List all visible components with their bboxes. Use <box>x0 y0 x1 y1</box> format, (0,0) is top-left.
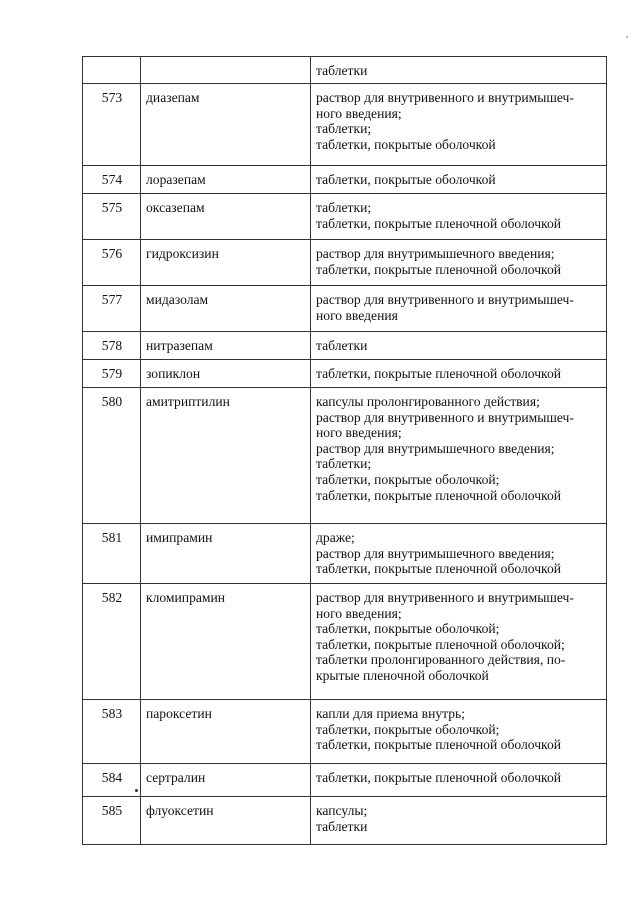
dosage-form-line: крытые пленочной оболочкой <box>316 667 489 683</box>
row-number: 585 <box>83 797 141 845</box>
dosage-form-line: таблетки, покрытые пленочной оболочкой <box>316 561 562 577</box>
row-number: 578 <box>83 332 141 360</box>
drug-name: мидазолам <box>141 286 311 332</box>
dosage-form-line: таблетки, покрытые оболочкой; <box>316 621 500 637</box>
table-row <box>83 194 607 240</box>
dosage-forms <box>311 286 607 332</box>
dosage-form-line: раствор для внутривенного и внутримышеч- <box>316 292 574 307</box>
row-number: 584 <box>83 764 141 797</box>
row-number: 580 <box>83 388 141 524</box>
dosage-form-line: раствор для внутримышечного введения; <box>316 545 555 561</box>
drug-table-body <box>83 57 607 845</box>
row-number: 576 <box>83 240 141 286</box>
table-row <box>83 700 607 764</box>
drug-name: гидроксизин <box>141 240 311 286</box>
row-number: 581 <box>83 524 141 584</box>
dosage-form-line: таблетки, покрытые пленочной оболочкой <box>316 366 562 381</box>
dosage-form-line: таблетки пролонгированного действия, по- <box>316 652 566 668</box>
dosage-form-line: таблетки <box>316 818 368 834</box>
drug-name: амитриптилин <box>141 388 311 524</box>
table-row <box>83 360 607 388</box>
drug-name: имипрамин <box>141 524 311 584</box>
table-row <box>83 797 607 845</box>
row-number: 579 <box>83 360 141 388</box>
row-number <box>83 57 141 84</box>
row-number: 582 <box>83 584 141 700</box>
dosage-form-line: таблетки <box>316 63 368 78</box>
table-row <box>83 584 607 700</box>
dosage-forms <box>311 700 607 764</box>
dosage-forms <box>311 57 607 84</box>
dosage-forms <box>311 764 607 797</box>
row-number: 574 <box>83 166 141 194</box>
table-row <box>83 57 607 84</box>
dosage-form-line: ного введения; <box>316 605 402 621</box>
drug-name: флуоксетин <box>141 797 311 845</box>
dosage-form-line: таблетки; <box>316 456 372 472</box>
table-row <box>83 764 607 797</box>
dosage-forms <box>311 388 607 524</box>
drug-name: нитразепам <box>141 332 311 360</box>
margin-mark <box>626 36 628 38</box>
dosage-form-line: драже; <box>316 530 355 545</box>
dosage-forms <box>311 360 607 388</box>
dosage-form-line: таблетки, покрытые оболочкой <box>316 136 496 152</box>
dosage-form-line: таблетки, покрытые пленочной оболочкой; <box>316 636 565 652</box>
dosage-form-line: таблетки, покрытые пленочной оболочкой <box>316 261 562 277</box>
dosage-form-line: раствор для внутримышечного введения; <box>316 440 555 456</box>
table-row <box>83 166 607 194</box>
dosage-form-line: таблетки; <box>316 121 372 137</box>
dosage-form-line: ного введения; <box>316 425 402 441</box>
dosage-form-line: ного введения <box>316 307 398 323</box>
dosage-form-line: капсулы пролонгированного действия; <box>316 394 540 409</box>
dosage-form-line: капсулы; <box>316 803 368 818</box>
dosage-forms <box>311 166 607 194</box>
row-number: 575 <box>83 194 141 240</box>
dosage-form-line: таблетки, покрытые пленочной оболочкой <box>316 215 562 231</box>
drug-name: лоразепам <box>141 166 311 194</box>
dosage-form-line: раствор для внутривенного и внутримышеч- <box>316 409 574 425</box>
row-number: 573 <box>83 84 141 166</box>
dosage-form-line: таблетки, покрытые оболочкой; <box>316 721 500 737</box>
table-row <box>83 332 607 360</box>
drug-name: диазепам <box>141 84 311 166</box>
dosage-forms <box>311 332 607 360</box>
drug-name: зопиклон <box>141 360 311 388</box>
dosage-form-line: таблетки; <box>316 200 372 215</box>
drug-table <box>82 56 607 845</box>
table-row <box>83 388 607 524</box>
row-number: 577 <box>83 286 141 332</box>
dosage-form-line: раствор для внутримышечного введения; <box>316 246 555 261</box>
dosage-form-line: таблетки, покрытые оболочкой; <box>316 471 500 487</box>
drug-name: кломипрамин <box>141 584 311 700</box>
dosage-forms <box>311 84 607 166</box>
dosage-form-line: таблетки, покрытые пленочной оболочкой <box>316 487 562 503</box>
drug-name: сертралин <box>141 764 311 797</box>
drug-name <box>141 57 311 84</box>
dosage-form-line: таблетки, покрытые пленочной оболочкой <box>316 770 562 785</box>
drug-name: пароксетин <box>141 700 311 764</box>
dosage-forms <box>311 194 607 240</box>
dosage-forms <box>311 240 607 286</box>
dosage-form-line: раствор для внутривенного и внутримышеч- <box>316 90 574 105</box>
dosage-form-line: раствор для внутривенного и внутримышеч- <box>316 590 574 605</box>
dosage-form-line: таблетки <box>316 338 368 353</box>
ink-dot <box>135 789 138 792</box>
table-row <box>83 84 607 166</box>
dosage-form-line: капли для приема внутрь; <box>316 706 466 721</box>
table-row <box>83 286 607 332</box>
dosage-form-line: таблетки, покрытые оболочкой <box>316 172 496 187</box>
row-number: 583 <box>83 700 141 764</box>
dosage-forms <box>311 584 607 700</box>
drug-name: оксазепам <box>141 194 311 240</box>
dosage-form-line: ного введения; <box>316 105 402 121</box>
table-row <box>83 524 607 584</box>
table-row <box>83 240 607 286</box>
dosage-forms <box>311 797 607 845</box>
dosage-forms <box>311 524 607 584</box>
dosage-form-line: таблетки, покрытые пленочной оболочкой <box>316 737 562 753</box>
